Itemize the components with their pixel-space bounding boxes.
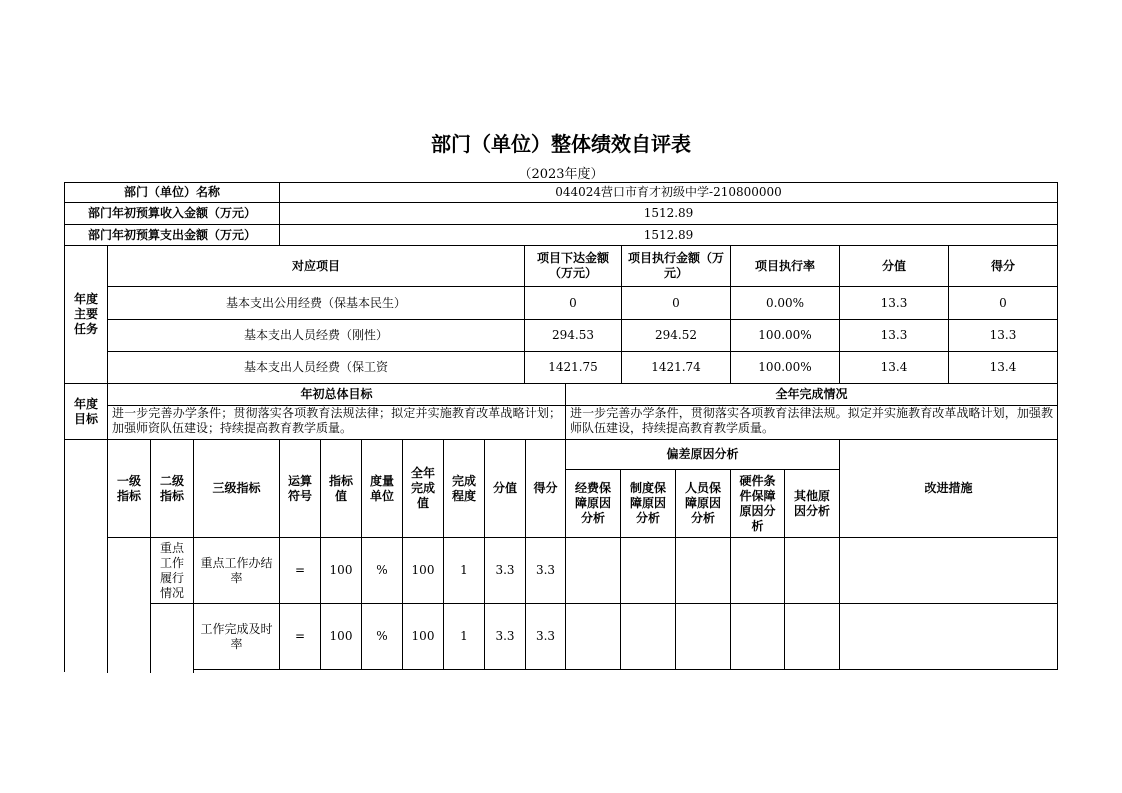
task-row-item: 基本支出人员经费（刚性） <box>108 320 525 352</box>
expense-label: 部门年初预算支出金额（万元） <box>65 225 280 246</box>
indicator-score-value: 3.3 <box>485 604 526 670</box>
task-row-rate: 100.00% <box>731 352 840 384</box>
col-operator: 运算 符号 <box>280 440 321 538</box>
level1-cell <box>108 538 151 673</box>
col-improve: 改进措施 <box>840 440 1058 538</box>
col-level2: 二级 指标 <box>151 440 194 538</box>
goals-section-label: 年度 目标 <box>65 384 108 440</box>
indicator-score-value: 3.3 <box>485 538 526 604</box>
task-row-executed: 294.52 <box>622 320 731 352</box>
indicator-unit: % <box>362 538 403 604</box>
col-score: 得分 <box>526 440 566 538</box>
indicator-target: 100 <box>321 538 362 604</box>
page-title: 部门（单位）整体绩效自评表 <box>431 132 691 156</box>
col-other: 其他原 因分析 <box>785 470 840 538</box>
indicator-hardware <box>731 604 785 670</box>
indicator-improve <box>840 538 1058 604</box>
task-row-rate: 100.00% <box>731 320 840 352</box>
unit-name-value: 044024营口市育才初级中学-210800000 <box>280 183 1058 203</box>
indicator-score: 3.3 <box>526 538 566 604</box>
col-personnel: 人员保 障原因 分析 <box>676 470 731 538</box>
col-degree: 完成 程度 <box>444 440 485 538</box>
tasks-col-executed: 项目执行金额（万元） <box>622 246 731 287</box>
task-row-item: 基本支出公用经费（保基本民生） <box>108 287 525 320</box>
indicator-personnel <box>676 538 731 604</box>
col-funding: 经费保 障原因 分析 <box>566 470 621 538</box>
task-row-executed: 1421.74 <box>622 352 731 384</box>
col-annual: 全年 完成 值 <box>403 440 444 538</box>
indicator-degree: 1 <box>444 538 485 604</box>
indicators-section-label <box>65 440 108 673</box>
page-subtitle: （2023年度） <box>518 167 604 182</box>
indicator-other <box>785 538 840 604</box>
col-target: 指标 值 <box>321 440 362 538</box>
task-row-score-value: 13.3 <box>840 287 949 320</box>
task-row-score: 13.4 <box>949 352 1058 384</box>
indicator-score: 3.3 <box>526 604 566 670</box>
indicator-improve <box>840 604 1058 670</box>
indicator-degree: 1 <box>444 604 485 670</box>
task-row-executed: 0 <box>622 287 731 320</box>
tasks-col-score-value: 分值 <box>840 246 949 287</box>
indicator-annual: 100 <box>403 538 444 604</box>
indicator-funding <box>566 538 621 604</box>
tasks-section-label: 年度 主要 任务 <box>65 246 108 384</box>
tasks-col-rate: 项目执行率 <box>731 246 840 287</box>
evaluation-table <box>64 182 1058 672</box>
indicator-operator: = <box>280 538 321 604</box>
indicator-funding <box>566 604 621 670</box>
expense-value: 1512.89 <box>280 225 1058 246</box>
col-level1: 一级 指标 <box>108 440 151 538</box>
task-row-score-value: 13.4 <box>840 352 949 384</box>
level2-cell <box>151 604 194 673</box>
income-label: 部门年初预算收入金额（万元） <box>65 203 280 225</box>
col-unit: 度量 单位 <box>362 440 403 538</box>
task-row-rate: 0.00% <box>731 287 840 320</box>
col-level3: 三级指标 <box>194 440 280 538</box>
indicator-annual: 100 <box>403 604 444 670</box>
task-row-item: 基本支出人员经费（保工资 <box>108 352 525 384</box>
indicator-hardware <box>731 538 785 604</box>
completion-header: 全年完成情况 <box>566 384 1058 406</box>
task-row-score-value: 13.3 <box>840 320 949 352</box>
unit-name-label: 部门（单位）名称 <box>65 183 280 203</box>
indicator-system <box>621 538 676 604</box>
initial-goal-text: 进一步完善办学条件；贯彻落实各项教育法规法律；拟定并实施教育改革战略计划；加强师资队伍建设；持续提高教育教学质量。 <box>108 406 566 440</box>
col-score-value: 分值 <box>485 440 526 538</box>
indicator-system <box>621 604 676 670</box>
task-row-issued: 0 <box>525 287 622 320</box>
task-row-score: 0 <box>949 287 1058 320</box>
indicator-level3: 重点工作办结率 <box>194 538 280 604</box>
initial-goal-header: 年初总体目标 <box>108 384 566 406</box>
task-row-issued: 294.53 <box>525 320 622 352</box>
indicator-unit: % <box>362 604 403 670</box>
indicator-target: 100 <box>321 604 362 670</box>
tasks-col-score: 得分 <box>949 246 1058 287</box>
col-hardware: 硬件条 件保障 原因分 析 <box>731 470 785 538</box>
income-value: 1512.89 <box>280 203 1058 225</box>
indicator-other <box>785 604 840 670</box>
indicator-operator: = <box>280 604 321 670</box>
tasks-col-issued: 项目下达金额（万元） <box>525 246 622 287</box>
level2-cell: 重点 工作 履行 情况 <box>151 538 194 604</box>
task-row-score: 13.3 <box>949 320 1058 352</box>
tasks-col-item: 对应项目 <box>108 246 525 287</box>
task-row-issued: 1421.75 <box>525 352 622 384</box>
indicator-personnel <box>676 604 731 670</box>
indicator-level3: 工作完成及时率 <box>194 604 280 670</box>
col-system: 制度保 障原因 分析 <box>621 470 676 538</box>
col-deviation: 偏差原因分析 <box>566 440 840 470</box>
completion-text: 进一步完善办学条件，贯彻落实各项教育法律法规。拟定并实施教育改革战略计划，加强教师队伍建设，持续提高教育教学质量。 <box>566 406 1058 440</box>
